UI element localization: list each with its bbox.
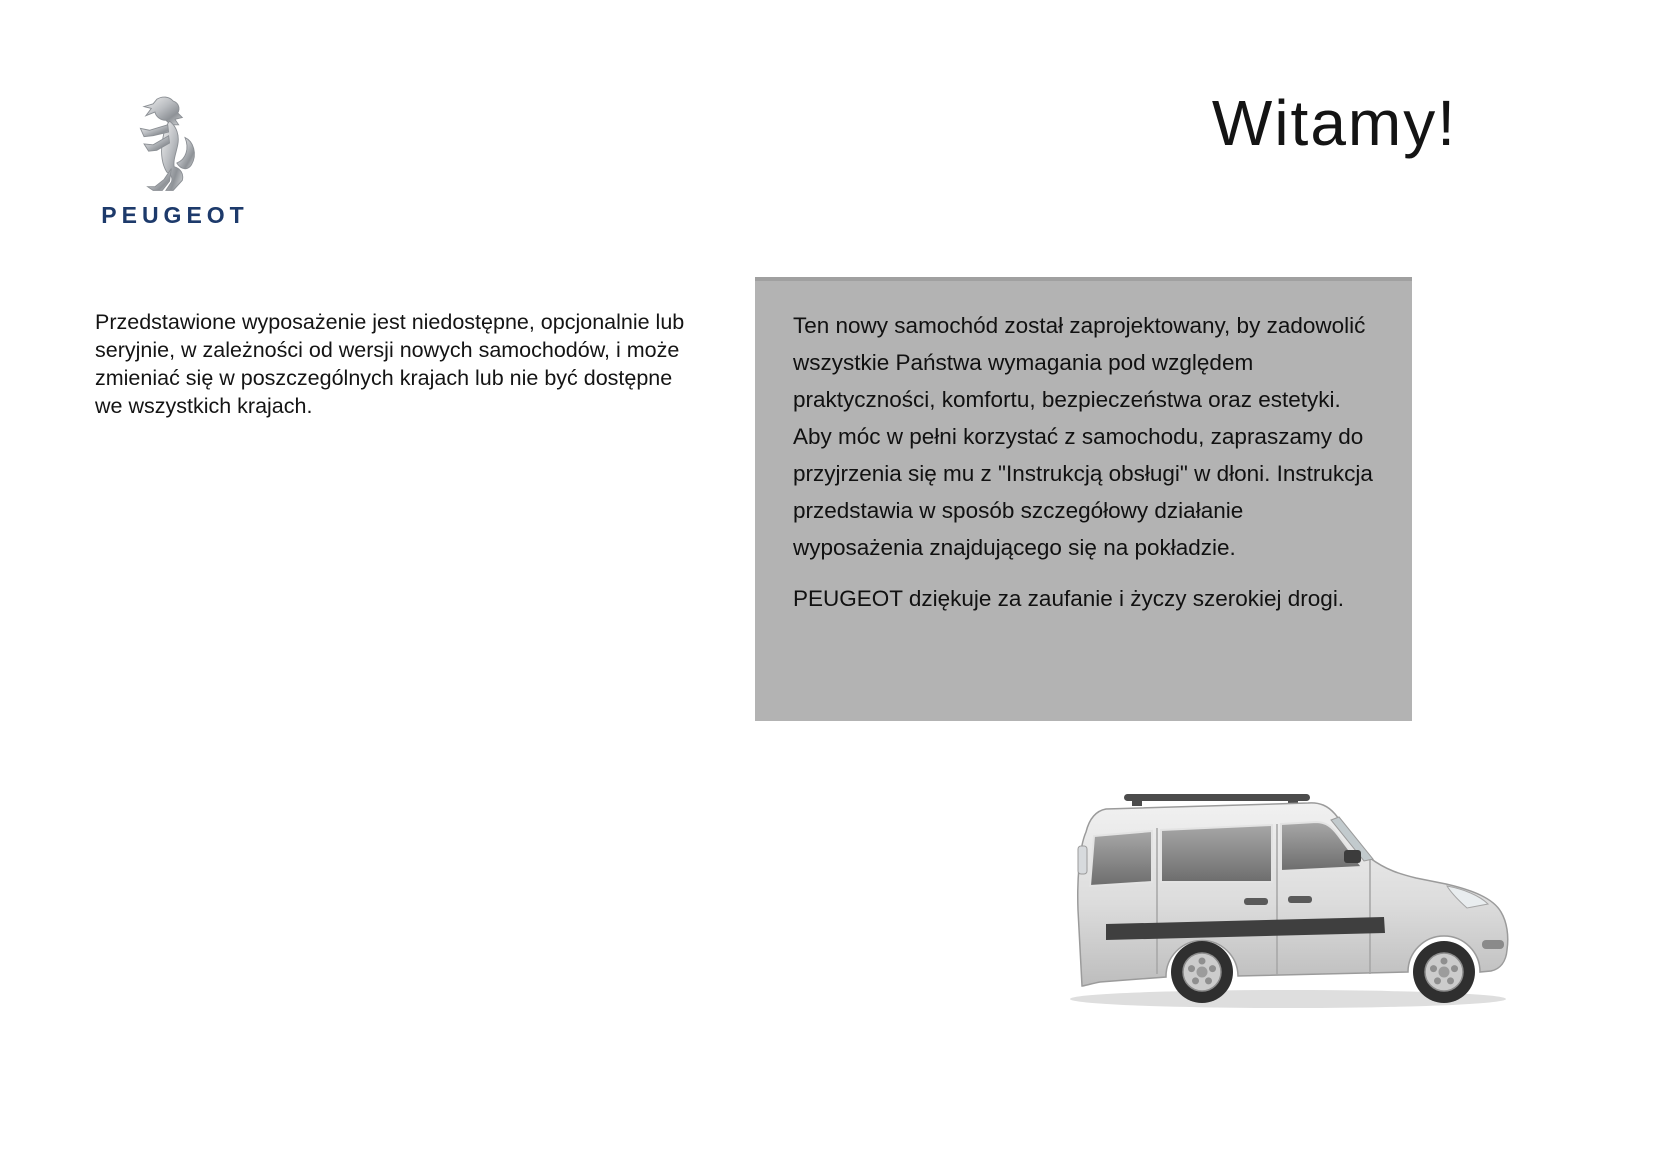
page-title: Witamy! — [1211, 87, 1457, 159]
welcome-paragraph-2: PEUGEOT dziękuje za zaufanie i życzy szerokiej drogi. — [793, 586, 1345, 611]
peugeot-logo — [85, 92, 265, 229]
peugeot-lion-icon — [128, 92, 222, 194]
brand-name: PEUGEOT — [101, 202, 249, 228]
welcome-paragraph-1: Ten nowy samochód został zaprojektowany, by zadowolić wszystkie Państwa wymagania pod względem praktyczności, komfortu, bezpieczeństwa oraz estetyki. Aby móc w pełni korzystać z samochodu, zapraszamy do przyjrzenia się mu z "Instrukcją obsługi" w dłoni. Instrukcja przedstawia w sposób szczegółowy działanie wyposażenia znajdującego się na pokładzie. — [793, 313, 1373, 560]
minivan-side-view-icon — [1048, 788, 1518, 1022]
car-illustration — [1048, 788, 1518, 1022]
welcome-box — [755, 277, 1412, 721]
disclaimer-text: Przedstawione wyposażenie jest niedostępne, opcjonalnie lub seryjnie, w zależności od wersji nowych samochodów, i może zmieniać się w poszczególnych krajach lub nie być dostępne we wszystkich krajach. — [95, 310, 685, 418]
